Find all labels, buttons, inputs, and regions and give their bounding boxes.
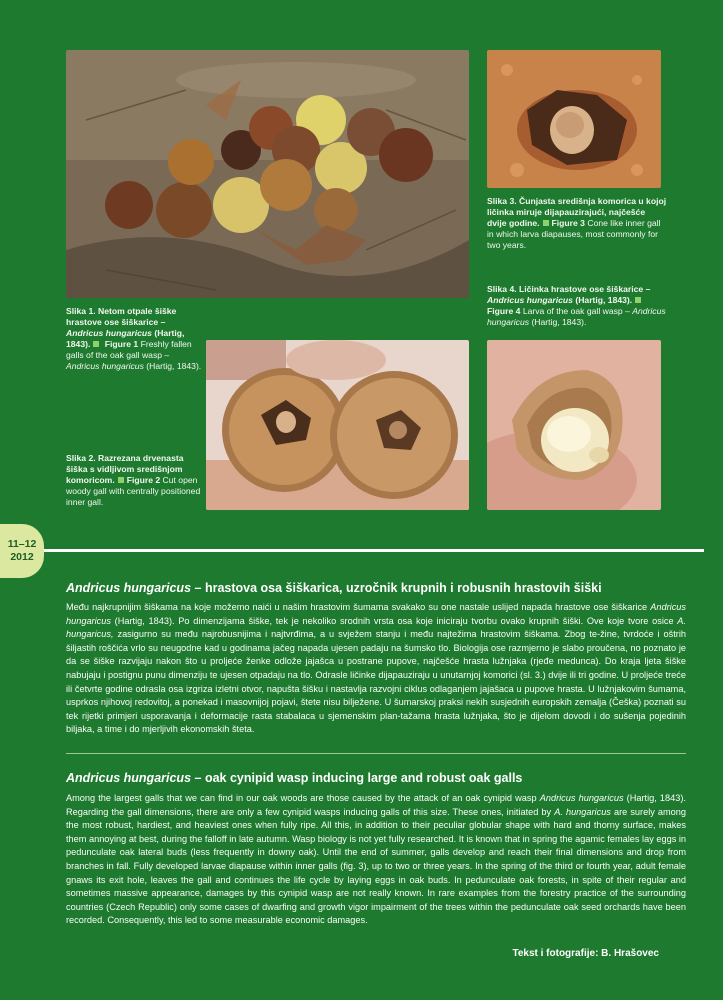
- issue-badge: [0, 524, 44, 578]
- photo-credit: Tekst i fotografije: B. Hrašovec: [512, 948, 659, 959]
- square-bullet-icon: [93, 341, 99, 347]
- section-divider: [66, 753, 686, 754]
- en-section-body: Among the largest galls that we can find in our oak woods are those caused by the attack of an oak cynipid wasp Andricus hungaricus (Hartig, 1843). Regarding the gall dimensions, there are only a few cynipid wasps inducing galls of this size. These ones, initiated by A. hungaricus are surely among the most robust, hardiest, and heaviest ones when fully ripe. All this, in addition to their peculiar globular shape with hard and thorny surface, makes them annoying at best, during the falloff in late autumn. Wasp biology is not yet fully researched. It is known that in spring the agamic females lay eggs in pedunculate oak lateral buds (less frequently in downy oak). Until the end of summer, galls develop and reach their final dimensions and drop from branches in fall. Fully developed larvae diapause within inner galls (fig. 3), up to two or three years. In the spring of the third or fourth year, adult female gnaws its exit hole, leaves the gall and continues the life cycle by laying eggs in oak buds. In pedunculate oak forests, in spite of their regular and sometimes massive appearance, damages by this cynipid wasp are not really known. In rare examples from the forestry practice of the surrounding countries (Czech Republic) only some cases of dwarfing and growth vigor impairment of the trees within the pedunculate oak seed orchards have been recorded. Consequently, this led to some measurable economic damages.: [66, 793, 687, 926]
- photo-larva: [487, 340, 661, 510]
- issue-year: 2012: [10, 551, 34, 563]
- square-bullet-icon: [635, 297, 641, 303]
- caption-figure-1: Slika 1. Netom otpale šiške hrastove ose šiškarice – Andricus hungaricus (Hartig, 1843). Figure 1 Freshly fallen galls of the oak gall wasp – Andricus hungaricus (Hartig, 1843).: [66, 306, 202, 371]
- caption-figure-4: Slika 4. Ličinka hrastove ose šiškarice – Andricus hungaricus (Hartig, 1843). Figure 4 Larva of the oak gall wasp – Andricus hungaricus (Hartig, 1843).: [487, 284, 666, 327]
- hr-section-title: Andricus hungaricus – hrastova osa šiškarica, uzročnik krupnih i robusnih hrastovih šiški: [66, 581, 602, 595]
- caption-figure-2: Slika 2. Razrezana drvenasta šiška s vidljivom središnjom komoricom. Figure 2 Cut open woody gall with centrally positioned inner gall.: [66, 453, 201, 507]
- divider-rule: [44, 549, 704, 552]
- photo-inner-gall: [487, 50, 661, 188]
- en-section-title: Andricus hungaricus – oak cynipid wasp inducing large and robust oak galls: [66, 771, 523, 785]
- photo-fallen-galls: [66, 50, 469, 298]
- caption-figure-3: Slika 3. Čunjasta središnja komorica u kojoj ličinka miruje dijapauzirajući, najčešće dvije godine. Figure 3 Cone like inner gall in which larva diapauses, most commonly for two years.: [487, 196, 667, 250]
- square-bullet-icon: [118, 477, 124, 483]
- hr-section-body: Među najkrupnijim šiškama na koje možemo naići u našim hrastovim šumama svakako su one nastale uslijed napada hrastove ose šiškarice Andricus hungaricus (Hartig, 1843). Po dimenzijama šiške, tek je nekoliko srodnih vrsta osa koje iniciraju tvorbu ovako krupnih šiški. Ove koje tvore osice A. hungaricus, zasigurno su među najrobusnijima i najtvrđima, a u svježem stanju i među najtežima hrastovim šiškama. Zbog te-žine, tvrdoće i oštrih šiljastih roščića vrlo su neugodne kad u godinama jačeg napada ujesen padaju na šumsko tlo. Biologija ose razmjerno je slabo proučena, no poznato je da se šiške razvijaju nakon što u proljeće ženke odlože jajašca u postrane pupove, najčešće hrasta lužnjaka (rjeđe medunca). Do kraja ljeta šiške nabujaju i postignu punu dimenziju te ujesen otpadaju na tlo. Odrasle ličinke dijapauziraju u unutarnjoj komorici (sl. 3.) dvije ili tri godine. U proljeće treće ili četvrte godine odrasla osa izgriza izletni otvor, napušta šišku i nastavlja razvojni ciklus odlaganjem jajašaca u pupove hrasta. U lužnjakovim šumama, usprkos njihovoj redovitoj, a ponekad i masovnijoj pojavi, štete nisu bilježene. U šumarskoj praksi nekih susjednih europskih zemalja (Češka) poznati su tek rijetki primjeri usporavanja i deformacije rasta stabalaca u sjemenskim plan-tažama hrasta lužnjaka, što je dijelom dovodi i do sušenja pojedinih biljaka, a time i do mjerljivih ekonomskih šteta.: [66, 602, 686, 735]
- issue-number: 11–12: [7, 538, 37, 550]
- photo-cut-galls: [206, 340, 469, 510]
- square-bullet-icon: [543, 220, 549, 226]
